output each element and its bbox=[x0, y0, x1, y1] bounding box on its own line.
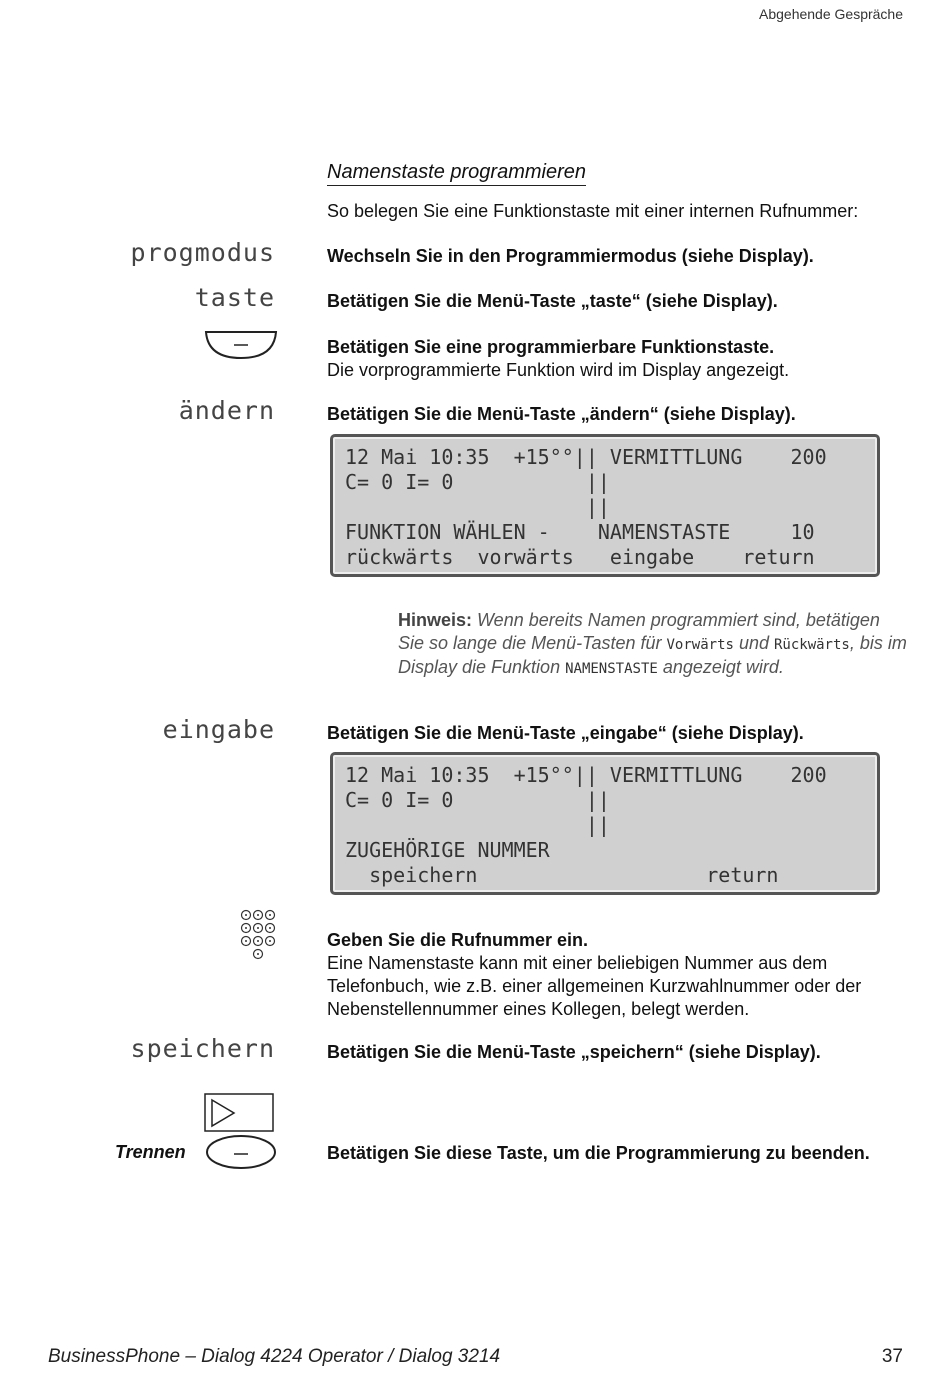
step-8-instruction: Betätigen Sie diese Taste, um die Programmierung zu beenden. bbox=[327, 1143, 870, 1163]
step-3 bbox=[327, 336, 917, 382]
step-1 bbox=[327, 245, 917, 268]
menu-label-taste: taste bbox=[194, 283, 275, 312]
hint-note bbox=[398, 609, 908, 681]
display-1-line-1: 12 Mai 10:35 +15°°|| VERMITTLUNG 200 bbox=[345, 445, 827, 469]
step-6 bbox=[327, 929, 917, 1021]
function-key-icon bbox=[204, 328, 278, 362]
display-2-line-4: ZUGEHÖRIGE NUMMER bbox=[345, 838, 550, 862]
lcd-display-2 bbox=[330, 752, 880, 895]
step-5-instruction: Betätigen Sie die Menü-Taste „eingabe“ (siehe Display). bbox=[327, 723, 804, 743]
step-1-instruction: Wechseln Sie in den Programmiermodus (siehe Display). bbox=[327, 246, 814, 266]
step-6-detail: Eine Namenstaste kann mit einer beliebigen Nummer aus dem Telefonbuch, wie z.B. einer allgemeinen Kurzwahlnummer oder der Nebenstellennummer eines Kollegen, belegt werden. bbox=[327, 953, 862, 1019]
step-5 bbox=[327, 722, 917, 745]
step-8 bbox=[327, 1142, 917, 1165]
hint-key-rueckwaerts: Rückwärts bbox=[773, 636, 850, 653]
step-4 bbox=[327, 403, 917, 426]
footer-title: BusinessPhone – Dialog 4224 Operator / Dialog 3214 bbox=[48, 1346, 501, 1367]
clear-key-icon bbox=[204, 1133, 278, 1171]
hint-key-vorwaerts: Vorwärts bbox=[666, 636, 734, 653]
display-2-line-5: speichern return bbox=[345, 863, 779, 887]
hint-text-3: , bis im Display die Funktion bbox=[398, 632, 907, 677]
display-1-line-4: FUNKTION WÄHLEN - NAMENSTASTE 10 bbox=[345, 520, 815, 544]
menu-label-eingabe: eingabe bbox=[162, 715, 275, 744]
trennen-label: Trennen bbox=[115, 1142, 186, 1162]
display-2-line-3: || bbox=[345, 813, 610, 837]
hint-function-namenstaste: NAMENSTASTE bbox=[565, 661, 658, 677]
intro-text: So belegen Sie eine Funktionstaste mit einer internen Rufnummer: bbox=[327, 201, 859, 221]
step-4-instruction: Betätigen Sie die Menü-Taste „ändern“ (siehe Display). bbox=[327, 404, 796, 424]
display-1-line-2: C= 0 I= 0 || bbox=[345, 470, 610, 494]
display-1-line-5: rückwärts vorwärts eingabe return bbox=[345, 545, 815, 569]
hint-text-1: Wenn bereits Namen programmiert sind, betätigen Sie so lange die Menü-Tasten für bbox=[398, 610, 880, 653]
display-2-line-1: 12 Mai 10:35 +15°°|| VERMITTLUNG 200 bbox=[345, 763, 827, 787]
page-title: Namenstaste programmieren bbox=[327, 161, 586, 186]
hint-text-2: und bbox=[733, 632, 774, 653]
keypad-icon bbox=[239, 908, 281, 962]
page-number: 37 bbox=[881, 1346, 903, 1367]
display-arrow-icon bbox=[204, 1093, 276, 1133]
step-3-detail: Die vorprogrammierte Funktion wird im Display angezeigt. bbox=[327, 360, 790, 380]
display-2-line-2: C= 0 I= 0 || bbox=[345, 788, 610, 812]
step-6-instruction: Geben Sie die Rufnummer ein. bbox=[327, 930, 589, 950]
menu-label-aendern: ändern bbox=[178, 396, 275, 425]
lcd-display-1 bbox=[330, 434, 880, 577]
step-2-instruction: Betätigen Sie die Menü-Taste „taste“ (siehe Display). bbox=[327, 291, 778, 311]
step-7 bbox=[327, 1041, 917, 1064]
menu-label-progmodus: progmodus bbox=[130, 238, 275, 267]
step-7-instruction: Betätigen Sie die Menü-Taste „speichern“ (siehe Display). bbox=[327, 1042, 821, 1062]
section-header: Abgehende Gespräche bbox=[759, 6, 903, 22]
step-2 bbox=[327, 290, 917, 313]
menu-label-speichern: speichern bbox=[130, 1034, 275, 1063]
hint-label: Hinweis: bbox=[398, 610, 473, 630]
display-1-line-3: || bbox=[345, 495, 610, 519]
hint-text-4: angezeigt wird. bbox=[657, 657, 784, 677]
step-3-instruction: Betätigen Sie eine programmierbare Funktionstaste. bbox=[327, 337, 775, 357]
